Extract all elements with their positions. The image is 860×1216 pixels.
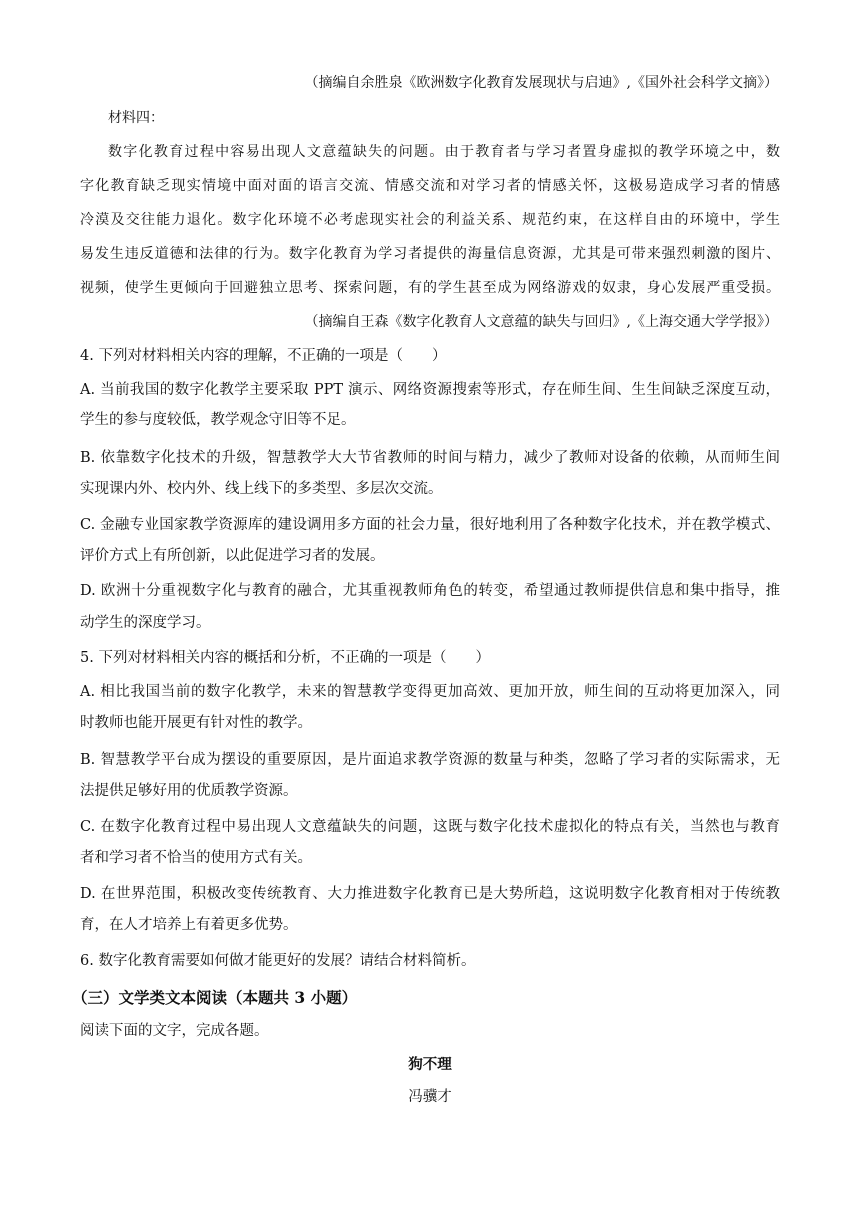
- question-5-stem: 5. 下列对材料相关内容的概括和分析，不正确的一项是（ ）: [80, 650, 490, 666]
- material-4-line-3: 冷漠及交往能力退化。数字化环境不必考虑现实社会的利益关系、规范约束，在这样自由的环境中，学生: [80, 212, 780, 228]
- material-4-source: （摘编自王森《数字化教育人文意蕴的缺失与回归》,《上海交通大学学报》）: [304, 314, 778, 330]
- question-6: 6. 数字化教育需要如何做才能更好的发展？请结合材料简析。: [80, 953, 476, 969]
- material-3-source: （摘编自余胜泉《欧洲数字化教育发展现状与启迪》,《国外社会科学文摘》）: [304, 75, 778, 91]
- question-5-option-a-line-1: A. 相比我国当前的数字化教学，未来的智慧教学变得更加高效、更加开放，师生间的互动将更加深入，同: [80, 684, 780, 700]
- question-4-option-a-line-1: A. 当前我国的数字化教学主要采取 PPT 演示、网络资源搜索等形式，存在师生间、生生间缺乏深度互动，: [80, 382, 780, 398]
- question-5-option-b-line-1: B. 智慧教学平台成为摆设的重要原因，是片面追求教学资源的数量与种类，忽略了学习者的实际需求，无: [80, 752, 780, 768]
- material-4-line-1: 数字化教育过程中容易出现人文意蕴缺失的问题。由于教育者与学习者置身虚拟的教学环境之中，数: [108, 144, 780, 160]
- question-4-option-c-line-2: 评价方式上有所创新，以此促进学习者的发展。: [80, 548, 385, 564]
- question-5-option-c-line-2: 者和学习者不恰当的使用方式有关。: [80, 850, 312, 866]
- question-5-option-d-line-2: 育，在人才培养上有着更多优势。: [80, 917, 298, 933]
- question-4-stem: 4. 下列对材料相关内容的理解，不正确的一项是（ ）: [80, 348, 447, 364]
- material-4-line-2: 字化教育缺乏现实情境中面对面的语言交流、情感交流和对学习者的情感关怀，这极易造成学习者的情感: [80, 178, 780, 194]
- material-4-line-4: 易发生违反道德和法律的行为。数字化教育为学习者提供的海量信息资源，尤其是可带来强烈刺激的图片、: [80, 246, 780, 262]
- question-4-option-b-line-1: B. 依靠数字化技术的升级，智慧教学大大节省教师的时间与精力，减少了教师对设备的依赖，从而师生间: [80, 450, 780, 466]
- story-author: 冯骥才: [408, 1089, 452, 1105]
- question-5-option-a-line-2: 时教师也能开展更有针对性的教学。: [80, 715, 312, 731]
- question-5-option-c-line-1: C. 在数字化教育过程中易出现人文意蕴缺失的问题，这既与数字化技术虚拟化的特点有关，当然也与教育: [80, 819, 780, 835]
- material-4-label: 材料四：: [108, 110, 164, 126]
- question-4-option-b-line-2: 实现课内外、校内外、线上线下的多类型、多层次交流。: [80, 481, 443, 497]
- reading-instruction: 阅读下面的文字，完成各题。: [80, 1023, 269, 1039]
- question-5-option-b-line-2: 法提供足够好用的优质教学资源。: [80, 783, 298, 799]
- question-4-option-a-line-2: 学生的参与度较低，教学观念守旧等不足。: [80, 412, 356, 428]
- material-4-line-5: 视频，使学生更倾向于回避独立思考、探索问题，有的学生甚至成为网络游戏的奴隶，身心发展严重受损。: [80, 280, 780, 296]
- question-4-option-c-line-1: C. 金融专业国家教学资源库的建设调用多方面的社会力量，很好地利用了各种数字化技术，并在教学模式、: [80, 517, 780, 533]
- question-5-option-d-line-1: D. 在世界范围，积极改变传统教育、大力推进数字化教育已是大势所趋，这说明数字化教育相对于传统教: [80, 886, 780, 902]
- question-4-option-d-line-1: D. 欧洲十分重视数字化与教育的融合，尤其重视教师角色的转变，希望通过教师提供信息和集中指导，推: [80, 583, 780, 599]
- section-3-title: （三）文学类文本阅读（本题共 3 小题）: [72, 988, 358, 1007]
- question-4-option-d-line-2: 动学生的深度学习。: [80, 615, 211, 631]
- story-title: 狗不理: [408, 1056, 452, 1073]
